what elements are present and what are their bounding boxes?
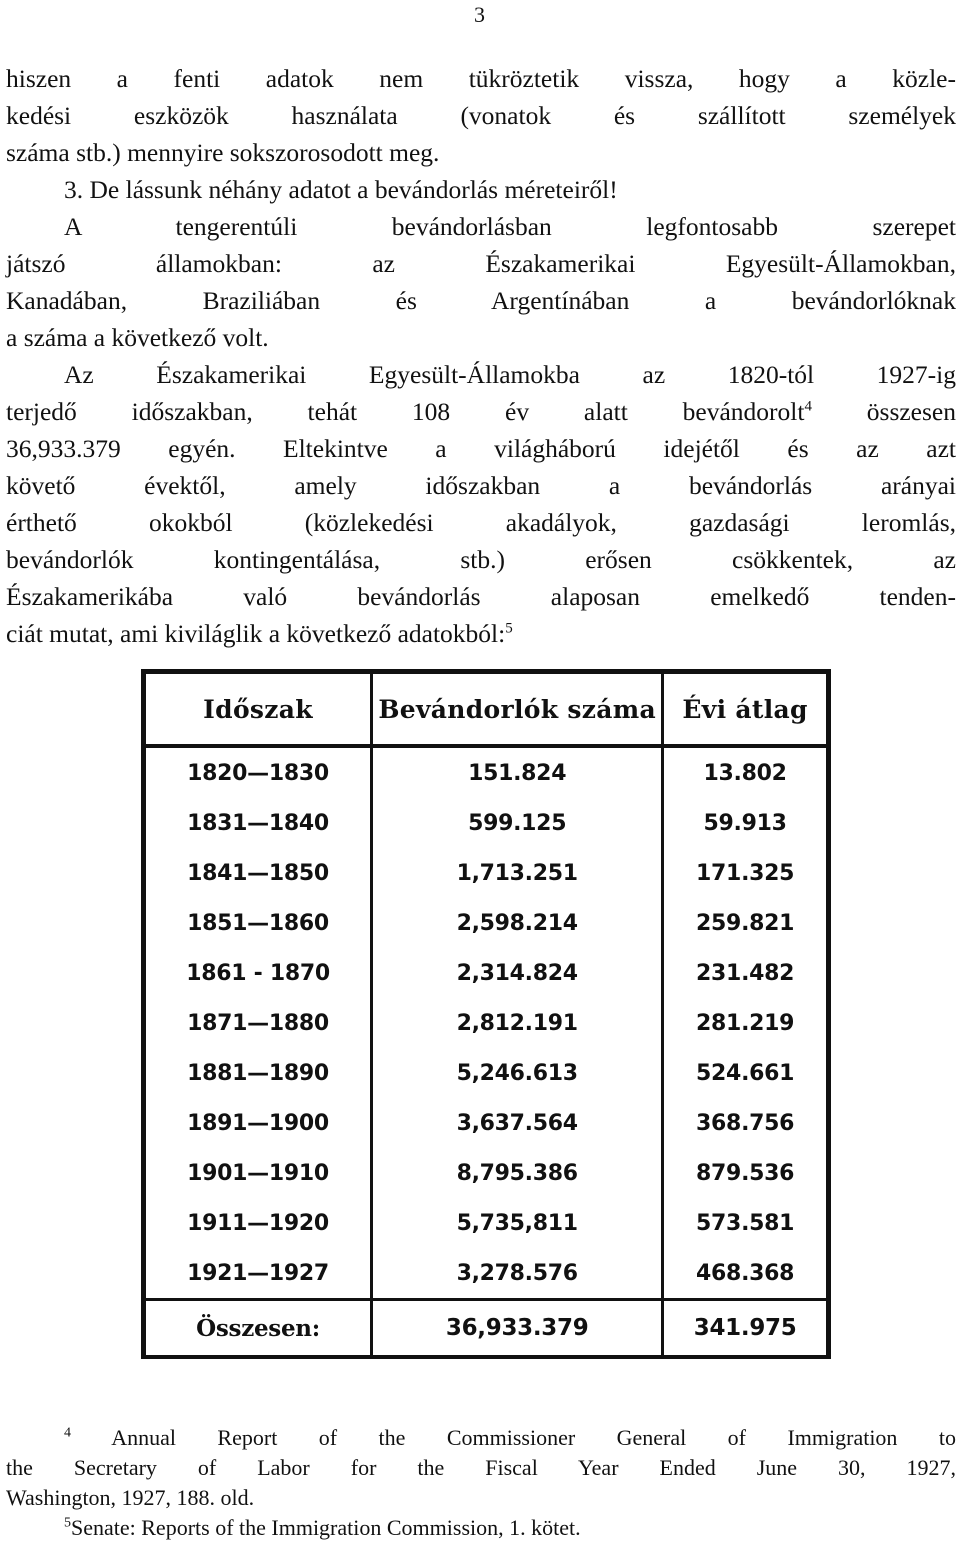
immigration-table [141,669,831,1359]
text-line: érthető okokból (közlekedési akadályok, gazdasági leromlás, [6,508,956,537]
cell-annual-average: 879.536 [663,1148,829,1198]
text-span: terjedő időszakban, tehát 108 év alatt bevándorolt [6,397,805,426]
footnote-ref: 5 [505,620,513,637]
cell-period: 1901—1910 [144,1148,372,1198]
cell-period: 1841—1850 [144,848,372,898]
footnote-number: 4 [64,1425,71,1441]
footnote-line: the Secretary of Labor for the Fiscal Year Ended June 30, 1927, [6,1455,956,1480]
table-row [144,898,829,948]
cell-annual-average: 341.975 [663,1300,829,1358]
cell-immigrants: 1,713.251 [372,848,663,898]
text-line: 36,933.379 egyén. Eltekintve a világháború idejétől és az azt [6,434,956,463]
cell-period: 1851—1860 [144,898,372,948]
cell-immigrants: 599.125 [372,798,663,848]
text-line: Kanadában, Braziliában és Argentínában a bevándorlóknak [6,286,956,315]
page-number: 3 [474,2,485,27]
cell-immigrants: 3,637.564 [372,1098,663,1148]
table-row [144,1198,829,1248]
text-line: A tengerentúli bevándorlásban legfontosabb szerepet [64,212,956,241]
text-line: hiszen a fenti adatok nem tükröztetik vissza, hogy a közle- [6,64,956,93]
cell-immigrants: 2,314.824 [372,948,663,998]
cell-immigrants: 151.824 [372,746,663,798]
cell-immigrants: 3,278.576 [372,1248,663,1300]
cell-annual-average: 259.821 [663,898,829,948]
footnote-text: Annual Report of the Commissioner General of Immigration to [71,1425,956,1450]
column-header-immigrants: Bevándorlók száma [372,672,663,747]
text-line: kedési eszközök használata (vonatok és szállított személyek [6,101,956,130]
cell-immigrants: 2,812.191 [372,998,663,1048]
cell-immigrants: 5,246.613 [372,1048,663,1098]
cell-period: 1831—1840 [144,798,372,848]
table-row [144,798,829,848]
table-total-row [144,1300,829,1358]
text-line: Északamerikába való bevándorlás alaposan emelkedő tenden- [6,582,956,611]
cell-annual-average: 281.219 [663,998,829,1048]
footnote-5 [6,1513,956,1543]
cell-period: 1820—1830 [144,746,372,798]
cell-annual-average: 231.482 [663,948,829,998]
footnote-number: 5 [64,1515,71,1531]
total-label: Összesen: [144,1300,372,1358]
table-row [144,1148,829,1198]
text-line: száma stb.) mennyire sokszorosodott meg. [6,138,440,167]
text-span: ciát mutat, ami kiviláglik a következő adatokból: [6,619,506,648]
cell-period: 1881—1890 [144,1048,372,1098]
text-line: bevándorlók kontingentálása, stb.) erősen csökkentek, az [6,545,956,574]
table-row [144,1248,829,1300]
section-heading: 3. De lássunk néhány adatot a bevándorlás méreteiről! [64,175,618,204]
cell-period: 1891—1900 [144,1098,372,1148]
footnotes [6,1423,956,1543]
table-row [144,746,829,798]
column-header-period: Időszak [144,672,372,747]
cell-annual-average: 59.913 [663,798,829,848]
footnote-text: Senate: Reports of the Immigration Commission, 1. kötet. [71,1515,581,1540]
text-line [6,615,956,652]
footnote-ref: 4 [804,398,812,415]
cell-period: 1911—1920 [144,1198,372,1248]
body-text [6,60,956,652]
text-line: játszó államokban: az Északamerikai Egyesült-Államokban, [6,249,956,278]
column-header-annual-average: Évi átlag [663,672,829,747]
table-header-row [144,672,829,747]
text-span: összesen [811,397,956,426]
text-line: a száma a következő volt. [6,323,269,352]
text-line [6,393,956,430]
table-row [144,948,829,998]
cell-period: 1921—1927 [144,1248,372,1300]
cell-annual-average: 573.581 [663,1198,829,1248]
cell-immigrants: 36,933.379 [372,1300,663,1358]
table-row [144,998,829,1048]
cell-immigrants: 2,598.214 [372,898,663,948]
cell-immigrants: 8,795.386 [372,1148,663,1198]
immigration-table-scan [141,669,831,1353]
footnote-4 [6,1423,956,1453]
cell-period: 1871—1880 [144,998,372,1048]
cell-period: 1861 - 1870 [144,948,372,998]
cell-annual-average: 468.368 [663,1248,829,1300]
cell-immigrants: 5,735,811 [372,1198,663,1248]
table-row [144,848,829,898]
table-row [144,1098,829,1148]
cell-annual-average: 171.325 [663,848,829,898]
footnote-line: Washington, 1927, 188. old. [6,1485,255,1510]
cell-annual-average: 524.661 [663,1048,829,1098]
cell-annual-average: 368.756 [663,1098,829,1148]
text-line: Az Északamerikai Egyesült-Államokba az 1820-tól 1927-ig [64,360,956,389]
table-row [144,1048,829,1098]
cell-annual-average: 13.802 [663,746,829,798]
text-line: követő évektől, amely időszakban a bevándorlás arányai [6,471,956,500]
